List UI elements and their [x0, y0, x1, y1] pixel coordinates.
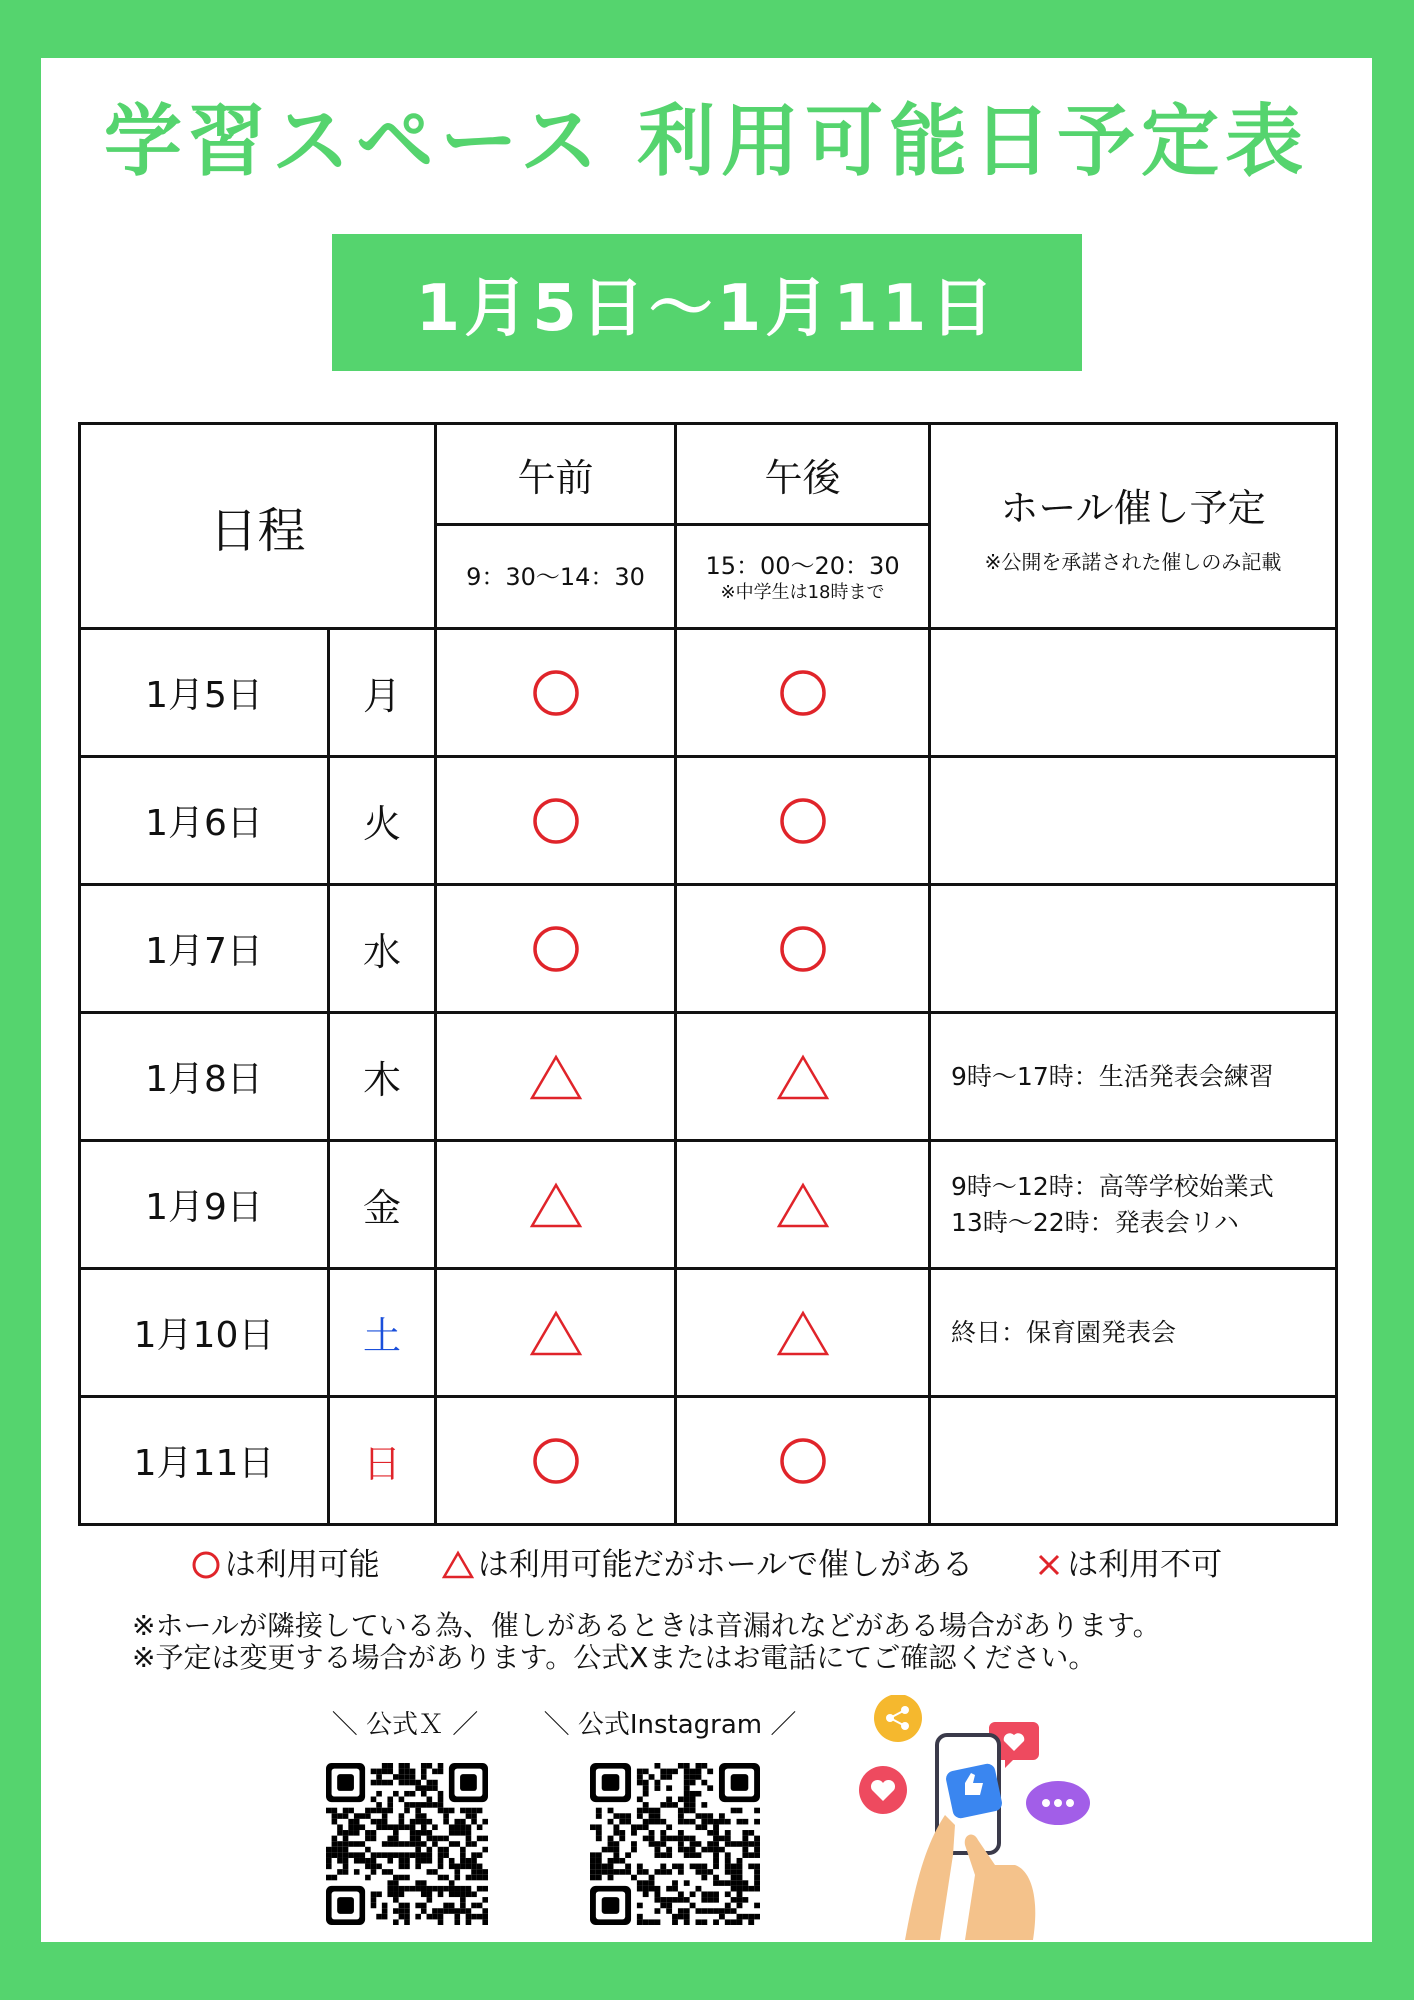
- row-weekday: 土: [329, 1269, 436, 1397]
- smartphone-social-illustration: [845, 1695, 1095, 1940]
- afternoon-time: [676, 525, 930, 629]
- row-morning-circle-mark-icon: [436, 757, 676, 885]
- date-range-banner: 1月5日〜1月11日: [332, 234, 1082, 371]
- row-afternoon-circle-mark-icon: [676, 629, 930, 757]
- row-hall-event: [930, 1141, 1337, 1269]
- legend-unavailable: [1035, 1540, 1222, 1590]
- header-schedule: 日程: [80, 424, 436, 629]
- row-morning-triangle-mark-icon: [436, 1141, 676, 1269]
- table-row: [80, 1269, 1337, 1397]
- row-date: 1月8日: [80, 1013, 329, 1141]
- row-morning-triangle-mark-icon: [436, 1269, 676, 1397]
- header-morning: 午前: [436, 424, 676, 525]
- row-hall-event: [930, 1269, 1337, 1397]
- x-qr-code-icon[interactable]: [326, 1763, 488, 1929]
- morning-time-text: 9：30〜14：30: [466, 562, 645, 591]
- x-label: ＼ 公式Ｘ ／: [331, 1710, 479, 1740]
- table-row: [80, 1013, 1337, 1141]
- row-event-line-1: 9時〜12時：高等学校始業式: [951, 1171, 1274, 1201]
- table-row: [80, 885, 1337, 1013]
- row-morning-circle-mark-icon: [436, 885, 676, 1013]
- row-weekday: 木: [329, 1013, 436, 1141]
- row-morning-circle-mark-icon: [436, 629, 676, 757]
- hall-events-title: ホール催し予定: [1000, 486, 1266, 530]
- instagram-label: ＼ 公式Instagram ／: [543, 1710, 797, 1740]
- afternoon-time-note: ※中学生は18時まで: [720, 581, 885, 603]
- header-afternoon: 午後: [676, 424, 930, 525]
- row-date: 1月9日: [80, 1141, 329, 1269]
- row-afternoon-circle-mark-icon: [676, 1397, 930, 1525]
- schedule-table: [78, 422, 1338, 1526]
- row-morning-triangle-mark-icon: [436, 1013, 676, 1141]
- row-hall-event: [930, 885, 1337, 1013]
- legend-available-label: は利用可能: [224, 1547, 380, 1583]
- afternoon-time-text: 15：00〜20：30: [705, 551, 900, 580]
- row-afternoon-triangle-mark-icon: [676, 1269, 930, 1397]
- row-date: 1月11日: [80, 1397, 329, 1525]
- table-row: [80, 1141, 1337, 1269]
- row-event-line-1: 終日：保育園発表会: [951, 1317, 1177, 1347]
- instagram-qr-code-icon[interactable]: [590, 1763, 760, 1929]
- row-afternoon-circle-mark-icon: [676, 757, 930, 885]
- row-date: 1月6日: [80, 757, 329, 885]
- legend-event-label: は利用可能だがホールで催しがある: [477, 1547, 974, 1583]
- table-row: [80, 629, 1337, 757]
- row-afternoon-triangle-mark-icon: [676, 1013, 930, 1141]
- legend: [78, 1540, 1335, 1590]
- row-event-line-2: 13時〜22時：発表会リハ: [951, 1207, 1239, 1237]
- row-weekday: 火: [329, 757, 436, 885]
- row-hall-event: [930, 757, 1337, 885]
- row-weekday: 水: [329, 885, 436, 1013]
- circle-mark-icon: [191, 1550, 221, 1580]
- row-hall-event: [930, 1397, 1337, 1525]
- row-morning-circle-mark-icon: [436, 1397, 676, 1525]
- row-afternoon-circle-mark-icon: [676, 885, 930, 1013]
- note-line-1: ※ホールが隣接している為、催しがあるときは音漏れなどがある場合があります。: [132, 1609, 1161, 1642]
- table-row: [80, 757, 1337, 885]
- row-date: 1月5日: [80, 629, 329, 757]
- row-date: 1月10日: [80, 1269, 329, 1397]
- note-line-2: ※予定は変更する場合があります。公式Xまたはお電話にてご確認ください。: [132, 1641, 1097, 1674]
- triangle-mark-icon: [442, 1550, 474, 1580]
- row-date: 1月7日: [80, 885, 329, 1013]
- table-row: [80, 1397, 1337, 1525]
- cross-mark-icon: [1035, 1551, 1063, 1579]
- row-weekday: 金: [329, 1141, 436, 1269]
- row-weekday: 月: [329, 629, 436, 757]
- legend-event: [442, 1540, 973, 1590]
- page-title: 学習スペース 利用可能日予定表: [103, 97, 1310, 187]
- header-hall-events: [930, 424, 1337, 629]
- row-weekday: 日: [329, 1397, 436, 1525]
- notes: [132, 1610, 1332, 1674]
- morning-time: [436, 525, 676, 629]
- hall-events-note: ※公開を承諾された催しのみ記載: [984, 550, 1282, 574]
- row-hall-event: [930, 629, 1337, 757]
- legend-unavailable-label: は利用不可: [1067, 1547, 1223, 1583]
- row-event-line-1: 9時〜17時：生活発表会練習: [951, 1061, 1274, 1091]
- row-afternoon-triangle-mark-icon: [676, 1141, 930, 1269]
- legend-available: [191, 1540, 380, 1590]
- row-hall-event: [930, 1013, 1337, 1141]
